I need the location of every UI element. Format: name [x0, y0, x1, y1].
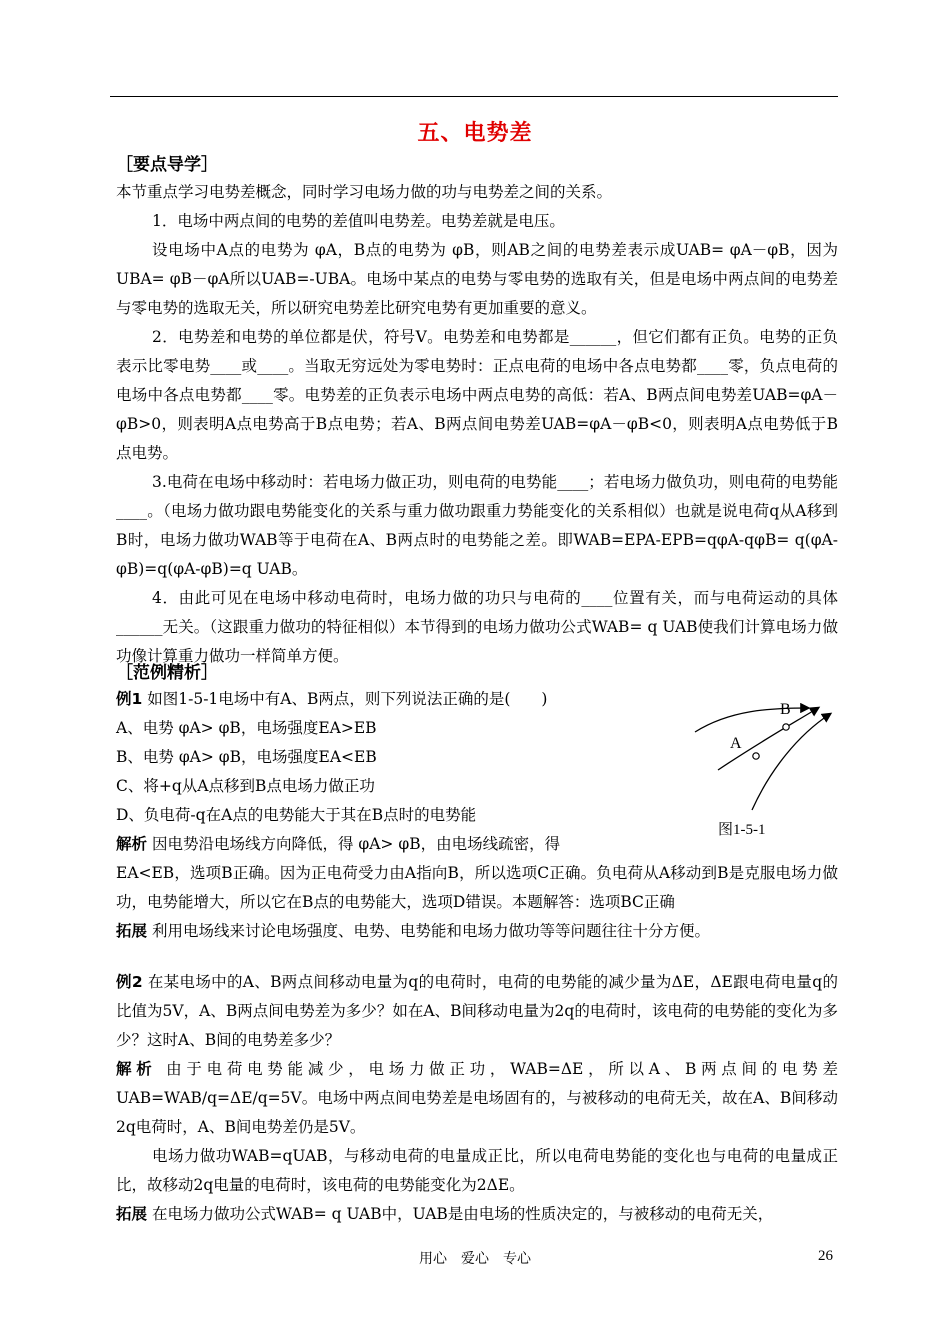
point-b-marker [783, 724, 789, 730]
example-1-extension: 利用电场线来讨论电场强度、电势、电势能和电场力做功等等问题往往十分方便。 [151, 922, 710, 940]
page-title: 五、电势差 [417, 121, 533, 146]
example-2-extension-label: 拓展 [116, 1205, 148, 1223]
point-b-label: B [780, 701, 791, 718]
example-2-analysis-line [116, 1055, 838, 1142]
example-1-option-a: A、电势 φA> φB，电场强度EA>EB [116, 719, 377, 737]
guide-point-1: 1．电场中两点间的电势的差值叫电势差。电势差就是电压。 [152, 212, 565, 230]
example-2-analysis: 由于电荷电势能减少，电场力做正功，WAB=ΔE，所以A、B两点间的电势差UAB=WAB/q=ΔE/q=5V。电场中两点间电势差是电场固有的，与被移动的电荷无关，故在A、B间移动2q电荷时，A、B间电势差仍是5V。 [116, 1060, 838, 1136]
example-1-option-c: C、将+q从A点移到B点电场力做正功 [116, 777, 375, 795]
example-2-question-line [116, 968, 838, 1055]
guide-point-2: 2．电势差和电势的单位都是伏，符号V。电势差和电势都是______，但它们都有正负。电势的正负表示比零电势____或____。当取无穷远处为零电势时：正点电荷的电场中各点电势都____零，负点电荷的电场中各点电势都____零。电势差的正负表示电场中两点电势的高低：若A、B两点间电势差UAB=φA－φB>0，则表明A点电势高于B点电势；若A、B两点间电势差UAB=φA－φB<0，则表明A点电势低于B点电势。 [116, 328, 838, 462]
guide-intro: 本节重点学习电势差概念，同时学习电场力做的功与电势差之间的关系。 [116, 183, 613, 201]
example-1-question-line [116, 685, 676, 714]
page-number: 26 [818, 1248, 833, 1264]
example-1-analysis-line [116, 830, 676, 859]
example-2-extension: 在电场力做功公式WAB= q UAB中，UAB是由电场的性质决定的，与被移动的电荷无关， [151, 1205, 774, 1223]
point-a-label: A [730, 735, 742, 752]
example-2-analysis-2: 电场力做功WAB=qUAB，与移动电荷的电量成正比，所以电荷电势能的变化也与电荷的电量成正比，故移动2q电量的电荷时，该电荷的电势能变化为2ΔE。 [116, 1147, 838, 1194]
example-1-analysis-label: 解析 [116, 835, 148, 853]
point-a-marker [753, 753, 759, 759]
header-rule [110, 96, 838, 97]
figure-caption: 图1-5-1 [718, 822, 766, 838]
guide-point-1-detail: 设电场中A点的电势为 φA，B点的电势为 φB，则AB之间的电势差表示成UAB= φA－φB，因为UBA= φB－φA所以UAB=-UBA。电场中某点的电势与零电势的选取有关，但是电场中两点间的电势差与零电势的选取无关，所以研究电势差比研究电势有更加重要的意义。 [116, 241, 838, 317]
section-heading-examples: ［范例精析］ [116, 663, 218, 683]
example-1-option-d: D、负电荷-q在A点的电势能大于其在B点时的电势能 [116, 806, 477, 824]
example-1-option-b: B、电势 φA> φB，电场强度EA<EB [116, 748, 377, 766]
section-heading-guide: ［要点导学］ [116, 155, 218, 175]
example-1-extension-line [116, 917, 838, 946]
example-1-analysis-part1: 因电势沿电场线方向降低，得 φA> φB，由电场线疏密，得 [151, 835, 561, 853]
example-2-label: 例2 [116, 973, 143, 991]
example-2-extension-line [116, 1200, 838, 1229]
example-1-extension-label: 拓展 [116, 922, 148, 940]
guide-point-4: 4．由此可见在电场中移动电荷时，电场力做的功只与电荷的____位置有关，而与电荷运动的具体______无关。（这跟重力做功的特征相似）本节得到的电场力做功公式WAB= q UAB使我们计算电场力做功像计算重力做功一样简单方便。 [116, 589, 838, 665]
example-2-analysis-label: 解析 [116, 1060, 157, 1078]
guide-point-3: 3.电荷在电场中移动时：若电场力做正功，则电荷的电势能____；若电场力做负功，则电荷的电势能____。（电场力做功跟电势能变化的关系与重力做功跟重力势能变化的关系相似）也就是说电荷q从A移到B时，电场力做功WAB等于电荷在A、B两点时的电势能之差。即WAB=EPA-EPB=qφA-qφB= q(φA-φB)=q(φA-φB)=q UAB。 [116, 473, 838, 578]
guide-body [116, 178, 838, 671]
example-1-analysis-part2: EA<EB，选项B正确。因为正电荷受力由A指向B，所以选项C正确。负电荷从A移动到B是克服电场力做功，电势能增大，所以它在B点的电势能大，选项D错误。本题解答：选项BC正确 [116, 864, 838, 911]
example-1-question: 如图1-5-1电场中有A、B两点，则下列说法正确的是( ) [147, 690, 548, 708]
example-2-question: 在某电场中的A、B两点间移动电量为q的电荷时，电荷的电势能的减少量为ΔE，ΔE跟电荷电量q的比值为5V，A、B两点间电势差为多少？如在A、B间移动电量为2q的电荷时，该电荷的电势能的变化为多少？这时A、B间的电势差多少？ [116, 973, 838, 1049]
field-line-upper [695, 708, 808, 732]
field-line-lower [752, 714, 830, 810]
electric-field-figure [690, 690, 850, 840]
page-footer: 用心 爱心 专心 [419, 1251, 531, 1267]
example-1-label: 例1 [116, 690, 143, 708]
example-2 [116, 968, 838, 1229]
